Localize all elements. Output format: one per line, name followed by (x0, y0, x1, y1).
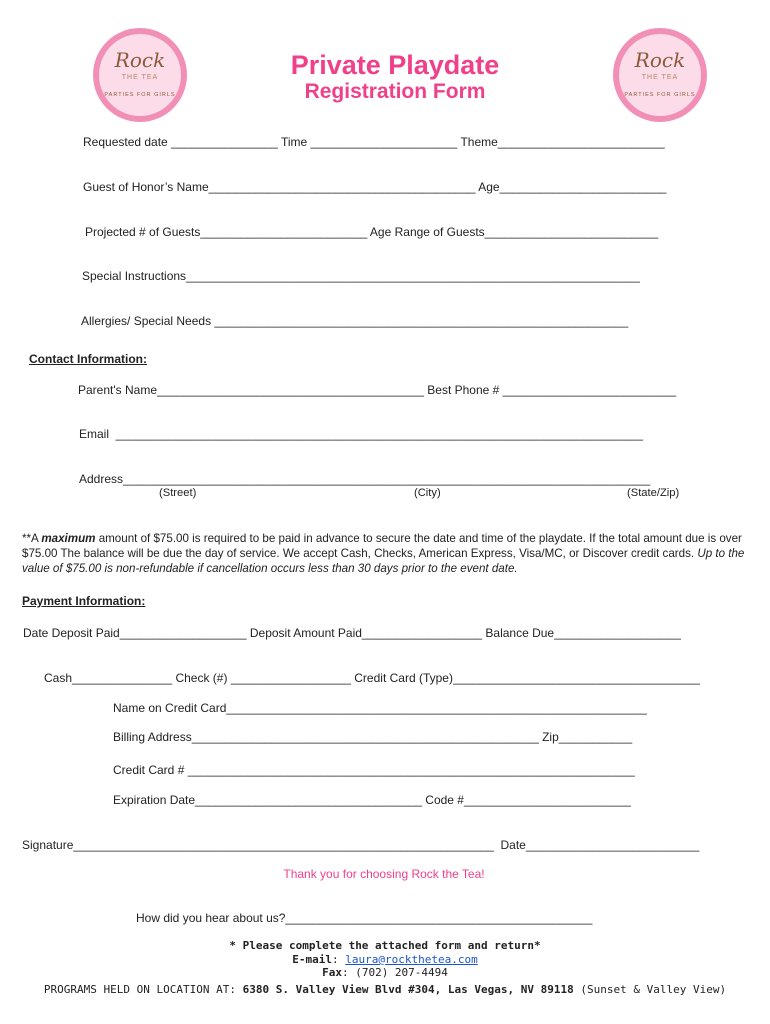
street-label: (Street) (159, 487, 197, 499)
logo-sub: THE TEA (641, 74, 679, 81)
expiration-code-field[interactable]: Expiration Date__________________________________ Code #_________________________ (113, 793, 631, 807)
special-instructions-field[interactable]: Special Instructions____________________________________________________________________ (82, 269, 640, 283)
cash-check-card-type-field[interactable]: Cash_______________ Check (#) __________________ Credit Card (Type)_____________________________________ (44, 671, 700, 685)
parent-name-phone-field[interactable]: Parent's Name________________________________________ Best Phone # __________________________ (78, 383, 677, 397)
address-field[interactable]: Address_______________________________________________________________________________ (79, 472, 651, 486)
contact-heading: Contact Information: (29, 352, 147, 366)
page-subtitle: Registration Form (304, 80, 486, 103)
email-contact: E-mail: laura@rockthetea.com (292, 953, 478, 966)
email-field[interactable]: Email _______________________________________________________________________________ (79, 427, 643, 441)
logo-brand: Rock (114, 48, 166, 72)
card-number-field[interactable]: Credit Card # ___________________________________________________________________ (113, 763, 635, 777)
payment-policy-text: **A maximum amount of $75.00 is required to be paid in advance to secure the date and time of the playdate. If the total amount due is over $75.00 The balance will be due the day of service. We accept Cash, Checks, American Express, Visa/MC, or Discover credit cards. Up to the value of $75.00 is non-refundable if cancellation occurs less than 30 days prior to the event date. (22, 532, 745, 575)
state-zip-label: (State/Zip) (627, 487, 680, 499)
card-name-field[interactable]: Name on Credit Card_______________________________________________________________ (113, 701, 647, 715)
billing-address-field[interactable]: Billing Address____________________________________________________ Zip___________ (113, 730, 633, 744)
logo-brand: Rock (634, 48, 686, 72)
city-label: (City) (414, 487, 441, 499)
guest-of-honor-age-field[interactable]: Guest of Honor’s Name________________________________________ Age_________________________ (83, 180, 667, 194)
page-title: Private Playdate (290, 50, 500, 80)
deposit-balance-field[interactable]: Date Deposit Paid___________________ Deposit Amount Paid__________________ Balance Due___________________ (23, 626, 681, 640)
guests-count-age-range-field[interactable]: Projected # of Guests_________________________ Age Range of Guests__________________________ (85, 225, 659, 239)
location-line: PROGRAMS HELD ON LOCATION AT: 6380 S. Valley View Blvd #304, Las Vegas, NV 89118 (Sunset & Valley View) (43, 983, 727, 996)
fax-contact: Fax: (702) 207-4494 (322, 966, 448, 979)
referral-field[interactable]: How did you hear about us?______________________________________________ (136, 911, 593, 925)
allergies-field[interactable]: Allergies/ Special Needs ______________________________________________________________ (81, 314, 629, 328)
email-link[interactable]: laura@rockthetea.com (345, 953, 478, 966)
return-instruction: * Please complete the attached form and return* (229, 939, 541, 952)
logo-tagline: PARTIES FOR GIRLS (624, 92, 696, 98)
signature-date-field[interactable]: Signature_______________________________________________________________ Date__________________________ (22, 838, 700, 852)
logo-sub: THE TEA (121, 74, 159, 81)
payment-heading: Payment Information: (22, 594, 146, 608)
thank-you-text: Thank you for choosing Rock the Tea! (283, 867, 485, 881)
logo-tagline: PARTIES FOR GIRLS (104, 92, 176, 98)
requested-date-time-theme-field[interactable]: Requested date ________________ Time ______________________ Theme_________________________ (83, 135, 665, 149)
